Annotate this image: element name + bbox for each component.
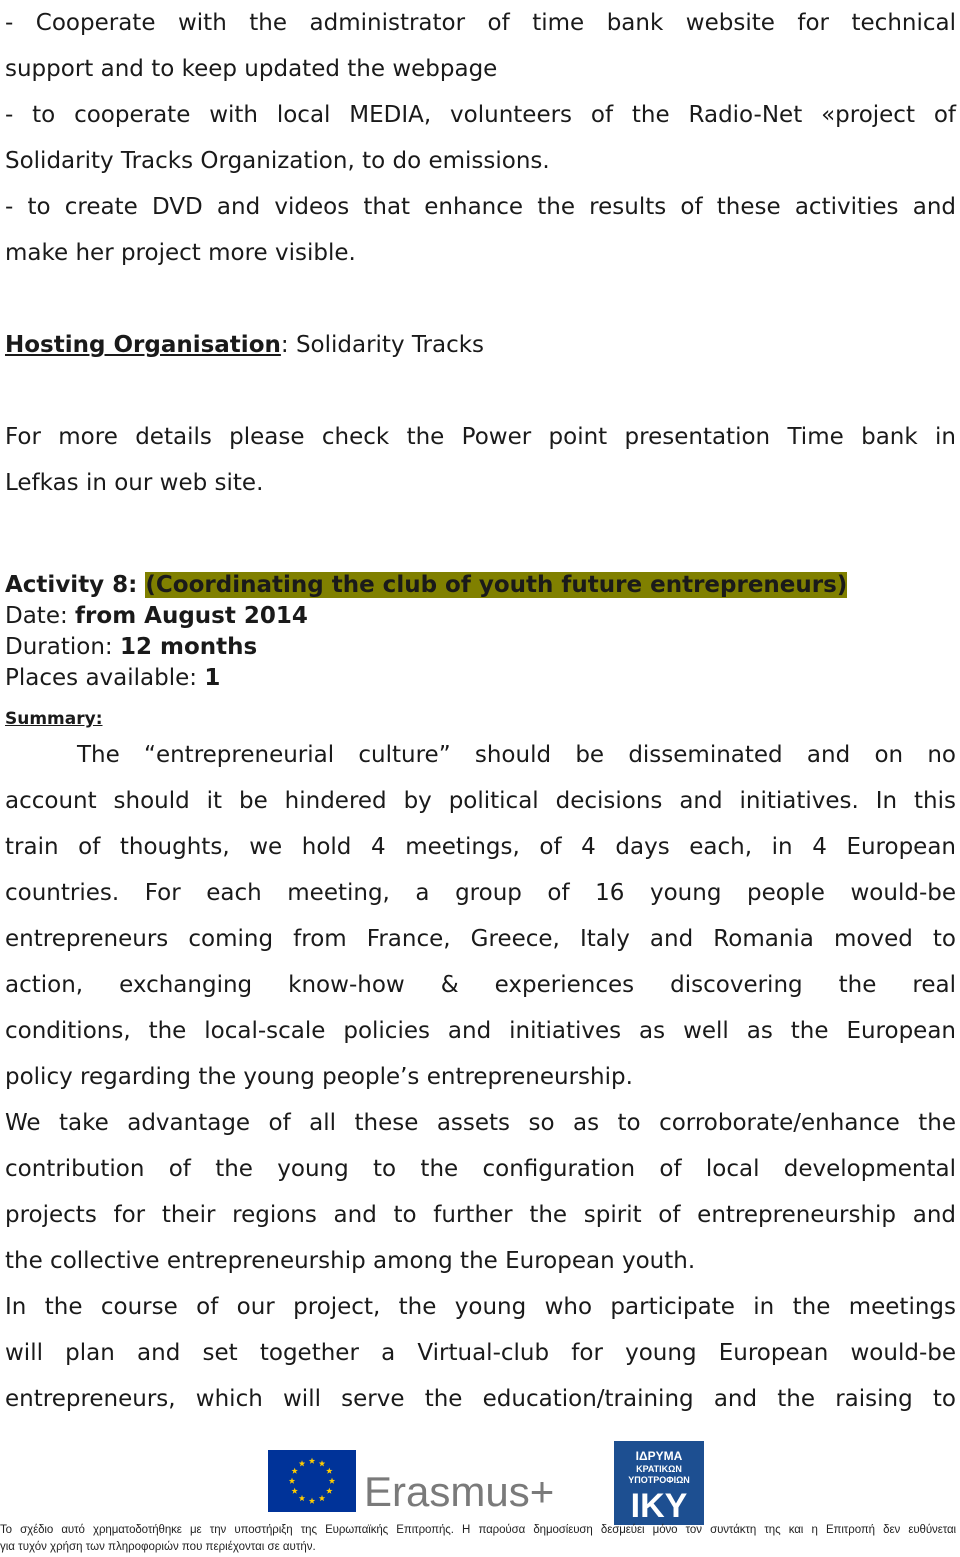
summary-line: account should it be hindered by political decisions and initiatives. In this	[5, 788, 956, 814]
hosting-value: Solidarity Tracks	[295, 332, 485, 358]
date-label: Date:	[5, 603, 76, 629]
duration-label: Duration:	[5, 634, 120, 660]
summary-body	[5, 732, 956, 1422]
summary-line: conditions, the local-scale policies and initiatives as well as the European	[5, 1018, 956, 1044]
erasmus-text: Erasmus+	[364, 1468, 555, 1515]
places-value: 1	[204, 665, 221, 691]
footer-logos	[0, 1440, 960, 1526]
intro-line: - to cooperate with local MEDIA, volunteers of the Radio-Net «project of	[5, 102, 956, 128]
intro-section	[5, 0, 956, 276]
activity-date	[5, 601, 956, 632]
document-page	[5, 0, 956, 1422]
places-label: Places available:	[5, 665, 205, 691]
footer-line: για τυχόν χρήση των πληροφοριών που περιέχονται σε αυτήν.	[0, 1541, 316, 1553]
hosting-sep: :	[280, 332, 296, 358]
details-section	[5, 414, 956, 506]
summary-line: countries. For each meeting, a group of 16 young people would-be	[5, 880, 956, 906]
activity-title	[5, 570, 956, 601]
iky-line2: ΚΡΑΤΙΚΩΝ	[636, 1464, 682, 1474]
intro-line: Solidarity Tracks Organization, to do emissions.	[5, 148, 550, 174]
summary-line: policy regarding the young people’s entrepreneurship.	[5, 1064, 633, 1090]
activity-prefix: Activity 8:	[5, 572, 146, 598]
summary-line: the collective entrepreneurship among the European youth.	[5, 1248, 696, 1274]
intro-line: make her project more visible.	[5, 240, 356, 266]
footer-line: Το σχέδιο αυτό χρηματοδοτήθηκε με την υποστήριξη της Ευρωπαϊκής Επιτροπής. Η παρούσα δημοσίευση δεσμεύει μόνο τον συντάκτη της και η Επιτροπή δεν ευθύνεται	[0, 1524, 956, 1536]
summary-line: will plan and set together a Virtual-club for young European would-be	[5, 1340, 956, 1366]
summary-line: train of thoughts, we hold 4 meetings, of 4 days each, in 4 European	[5, 834, 956, 860]
activity-title-highlight: (Coordinating the club of youth future entrepreneurs)	[145, 572, 848, 598]
iky-text: IKY	[630, 1487, 688, 1525]
activity-duration	[5, 632, 956, 663]
activity-places	[5, 663, 956, 694]
summary-heading: Summary:	[5, 709, 103, 729]
footer-disclaimer	[0, 1522, 956, 1556]
details-line: Lefkas in our web site.	[5, 470, 264, 496]
intro-line: support and to keep updated the webpage	[5, 56, 498, 82]
summary-line: action, exchanging know-how & experiences discovering the real	[5, 972, 956, 998]
summary-line: projects for their regions and to further the spirit of entrepreneurship and	[5, 1202, 956, 1228]
iky-line3: ΥΠΟΤΡΟΦΙΩΝ	[628, 1475, 690, 1485]
summary-line: entrepreneurs coming from France, Greece, Italy and Romania moved to	[5, 926, 956, 952]
details-line: For more details please check the Power point presentation Time bank in	[5, 424, 956, 450]
hosting-label: Hosting Organisation	[5, 332, 281, 358]
iky-line1: ΙΔΡΥΜΑ	[635, 1449, 683, 1463]
summary-line: entrepreneurs, which will serve the education/training and the raising to	[5, 1386, 956, 1412]
duration-value: 12 months	[119, 634, 258, 660]
erasmus-plus-logo	[268, 1450, 560, 1516]
date-value: from August 2014	[75, 603, 308, 629]
intro-line: - to create DVD and videos that enhance the results of these activities and	[5, 194, 956, 220]
summary-line: contribution of the young to the configuration of local developmental	[5, 1156, 956, 1182]
summary-line: In the course of our project, the young who participate in the meetings	[5, 1294, 956, 1320]
hosting-organisation	[5, 322, 956, 368]
summary-line: We take advantage of all these assets so as to corroborate/enhance the	[5, 1110, 956, 1136]
summary-line: The “entrepreneurial culture” should be disseminated and on no	[77, 742, 956, 768]
iky-logo	[614, 1441, 704, 1525]
intro-line: - Cooperate with the administrator of time bank website for technical	[5, 10, 956, 36]
activity-header	[5, 570, 956, 694]
